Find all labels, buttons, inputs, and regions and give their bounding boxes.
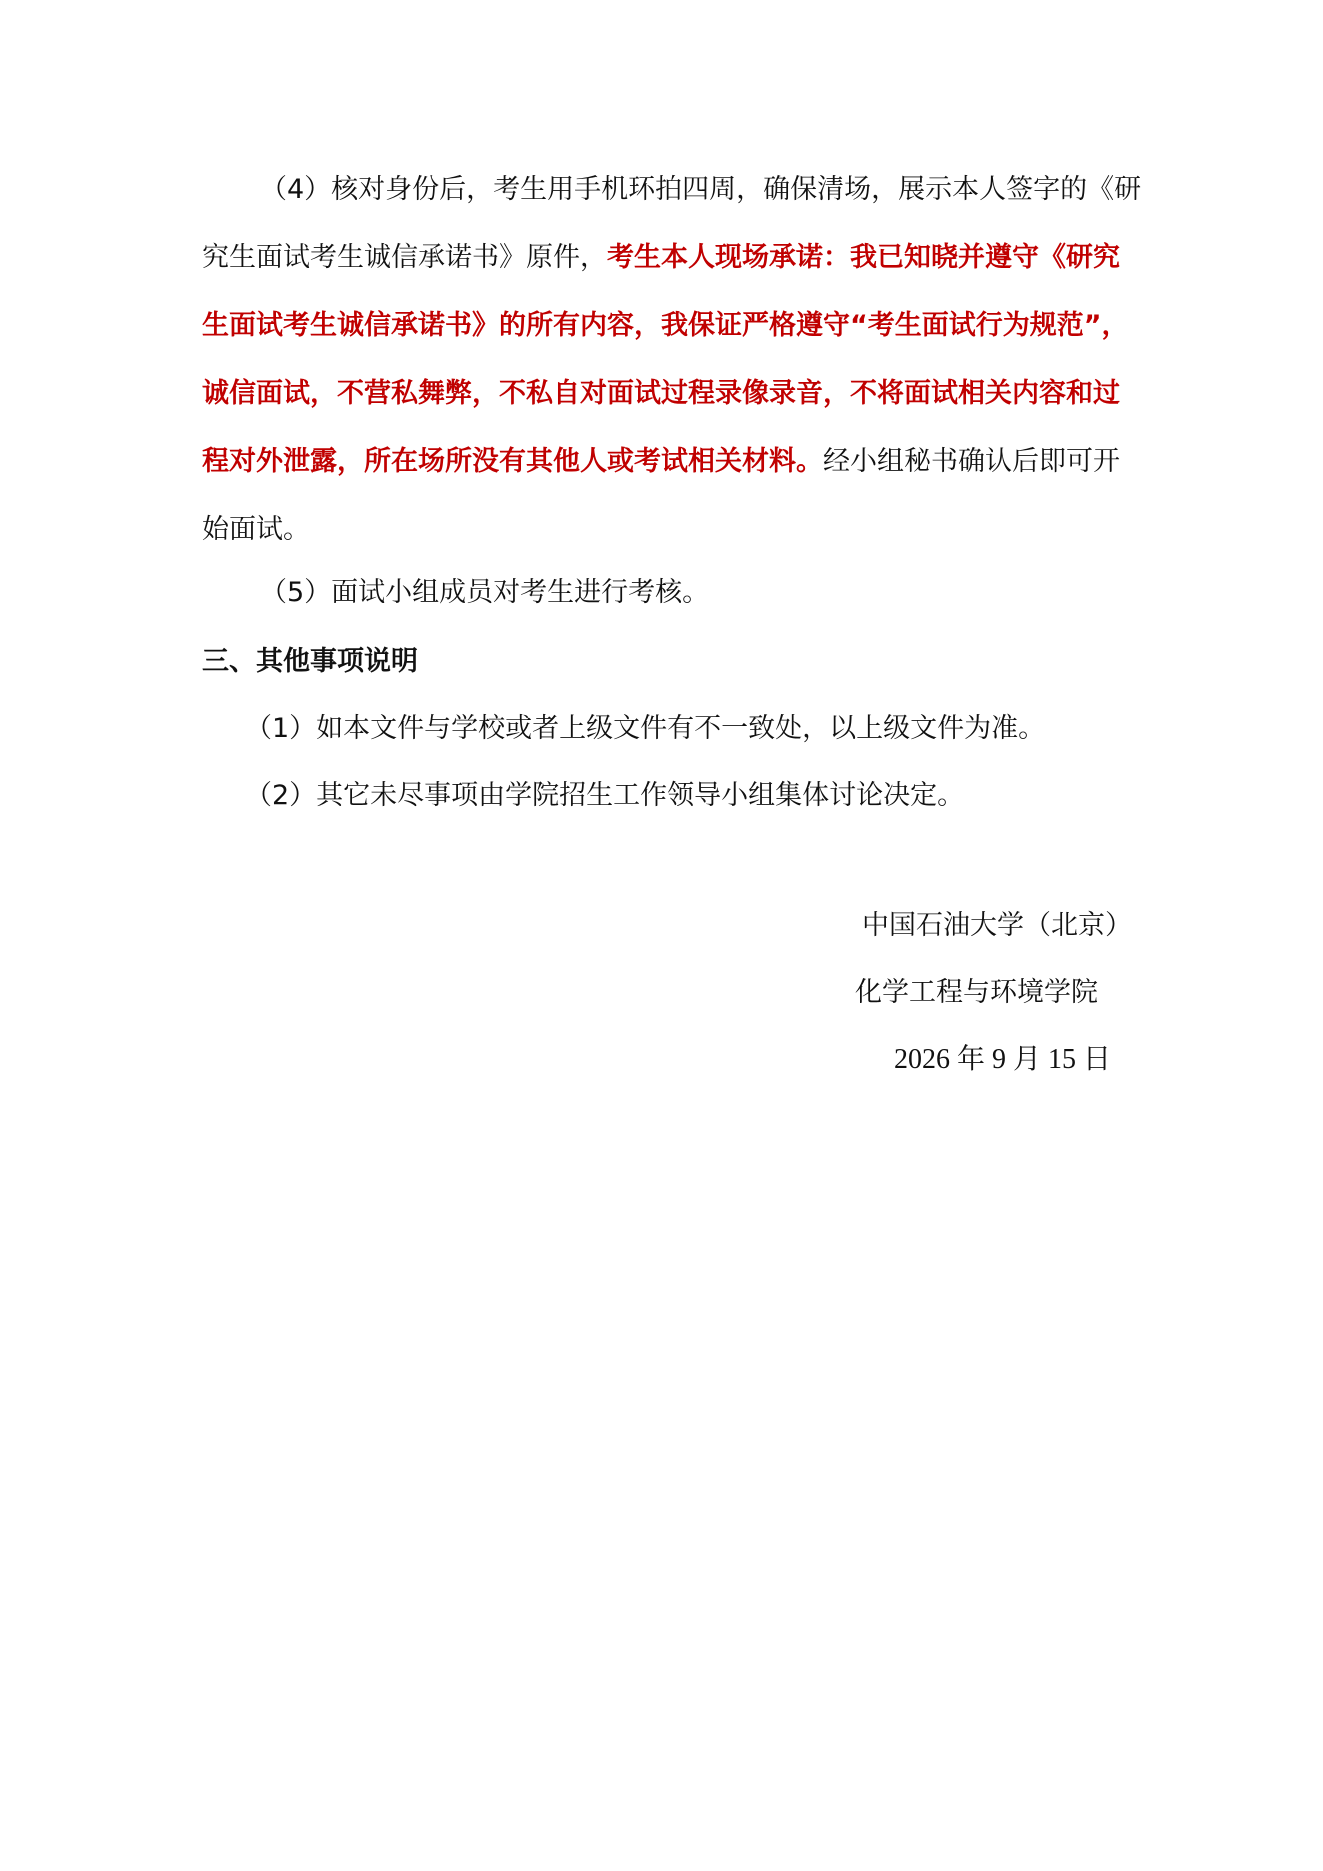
item-4-text-before: （4）核对身份后，考生用手机环拍四周，确保清场，展示本人签字的《研究生面试考生诚信承诺书》原件， bbox=[202, 174, 1142, 273]
item-4-text-after: 经小组秘书确认后即可开始面试。 bbox=[202, 446, 1120, 545]
signature-university: 中国石油大学（北京） bbox=[862, 910, 1132, 941]
paragraph-item-4 bbox=[202, 156, 1142, 564]
section-3-item-1: （1）如本文件与学校或者上级文件有不一致处，以上级文件为准。 bbox=[245, 713, 1046, 744]
item-4-pledge-emphasis: 考生本人现场承诺：我已知晓并遵守《研究生面试考生诚信承诺书》的所有内容，我保证严格遵守“考生面试行为规范”，诚信面试，不营私舞弊，不私自对面试过程录像录音，不将面试相关内容和过程对外泄露，所在场所没有其他人或考试相关材料。 bbox=[202, 242, 1129, 477]
section-3-item-2: （2）其它未尽事项由学院招生工作领导小组集体讨论决定。 bbox=[245, 780, 965, 811]
paragraph-item-5: （5）面试小组成员对考生进行考核。 bbox=[260, 577, 710, 608]
signature-date: 2026 年 9 月 15 日 bbox=[894, 1044, 1112, 1075]
section-heading-other-matters: 三、其他事项说明 bbox=[202, 646, 418, 677]
signature-college: 化学工程与环境学院 bbox=[855, 977, 1098, 1008]
